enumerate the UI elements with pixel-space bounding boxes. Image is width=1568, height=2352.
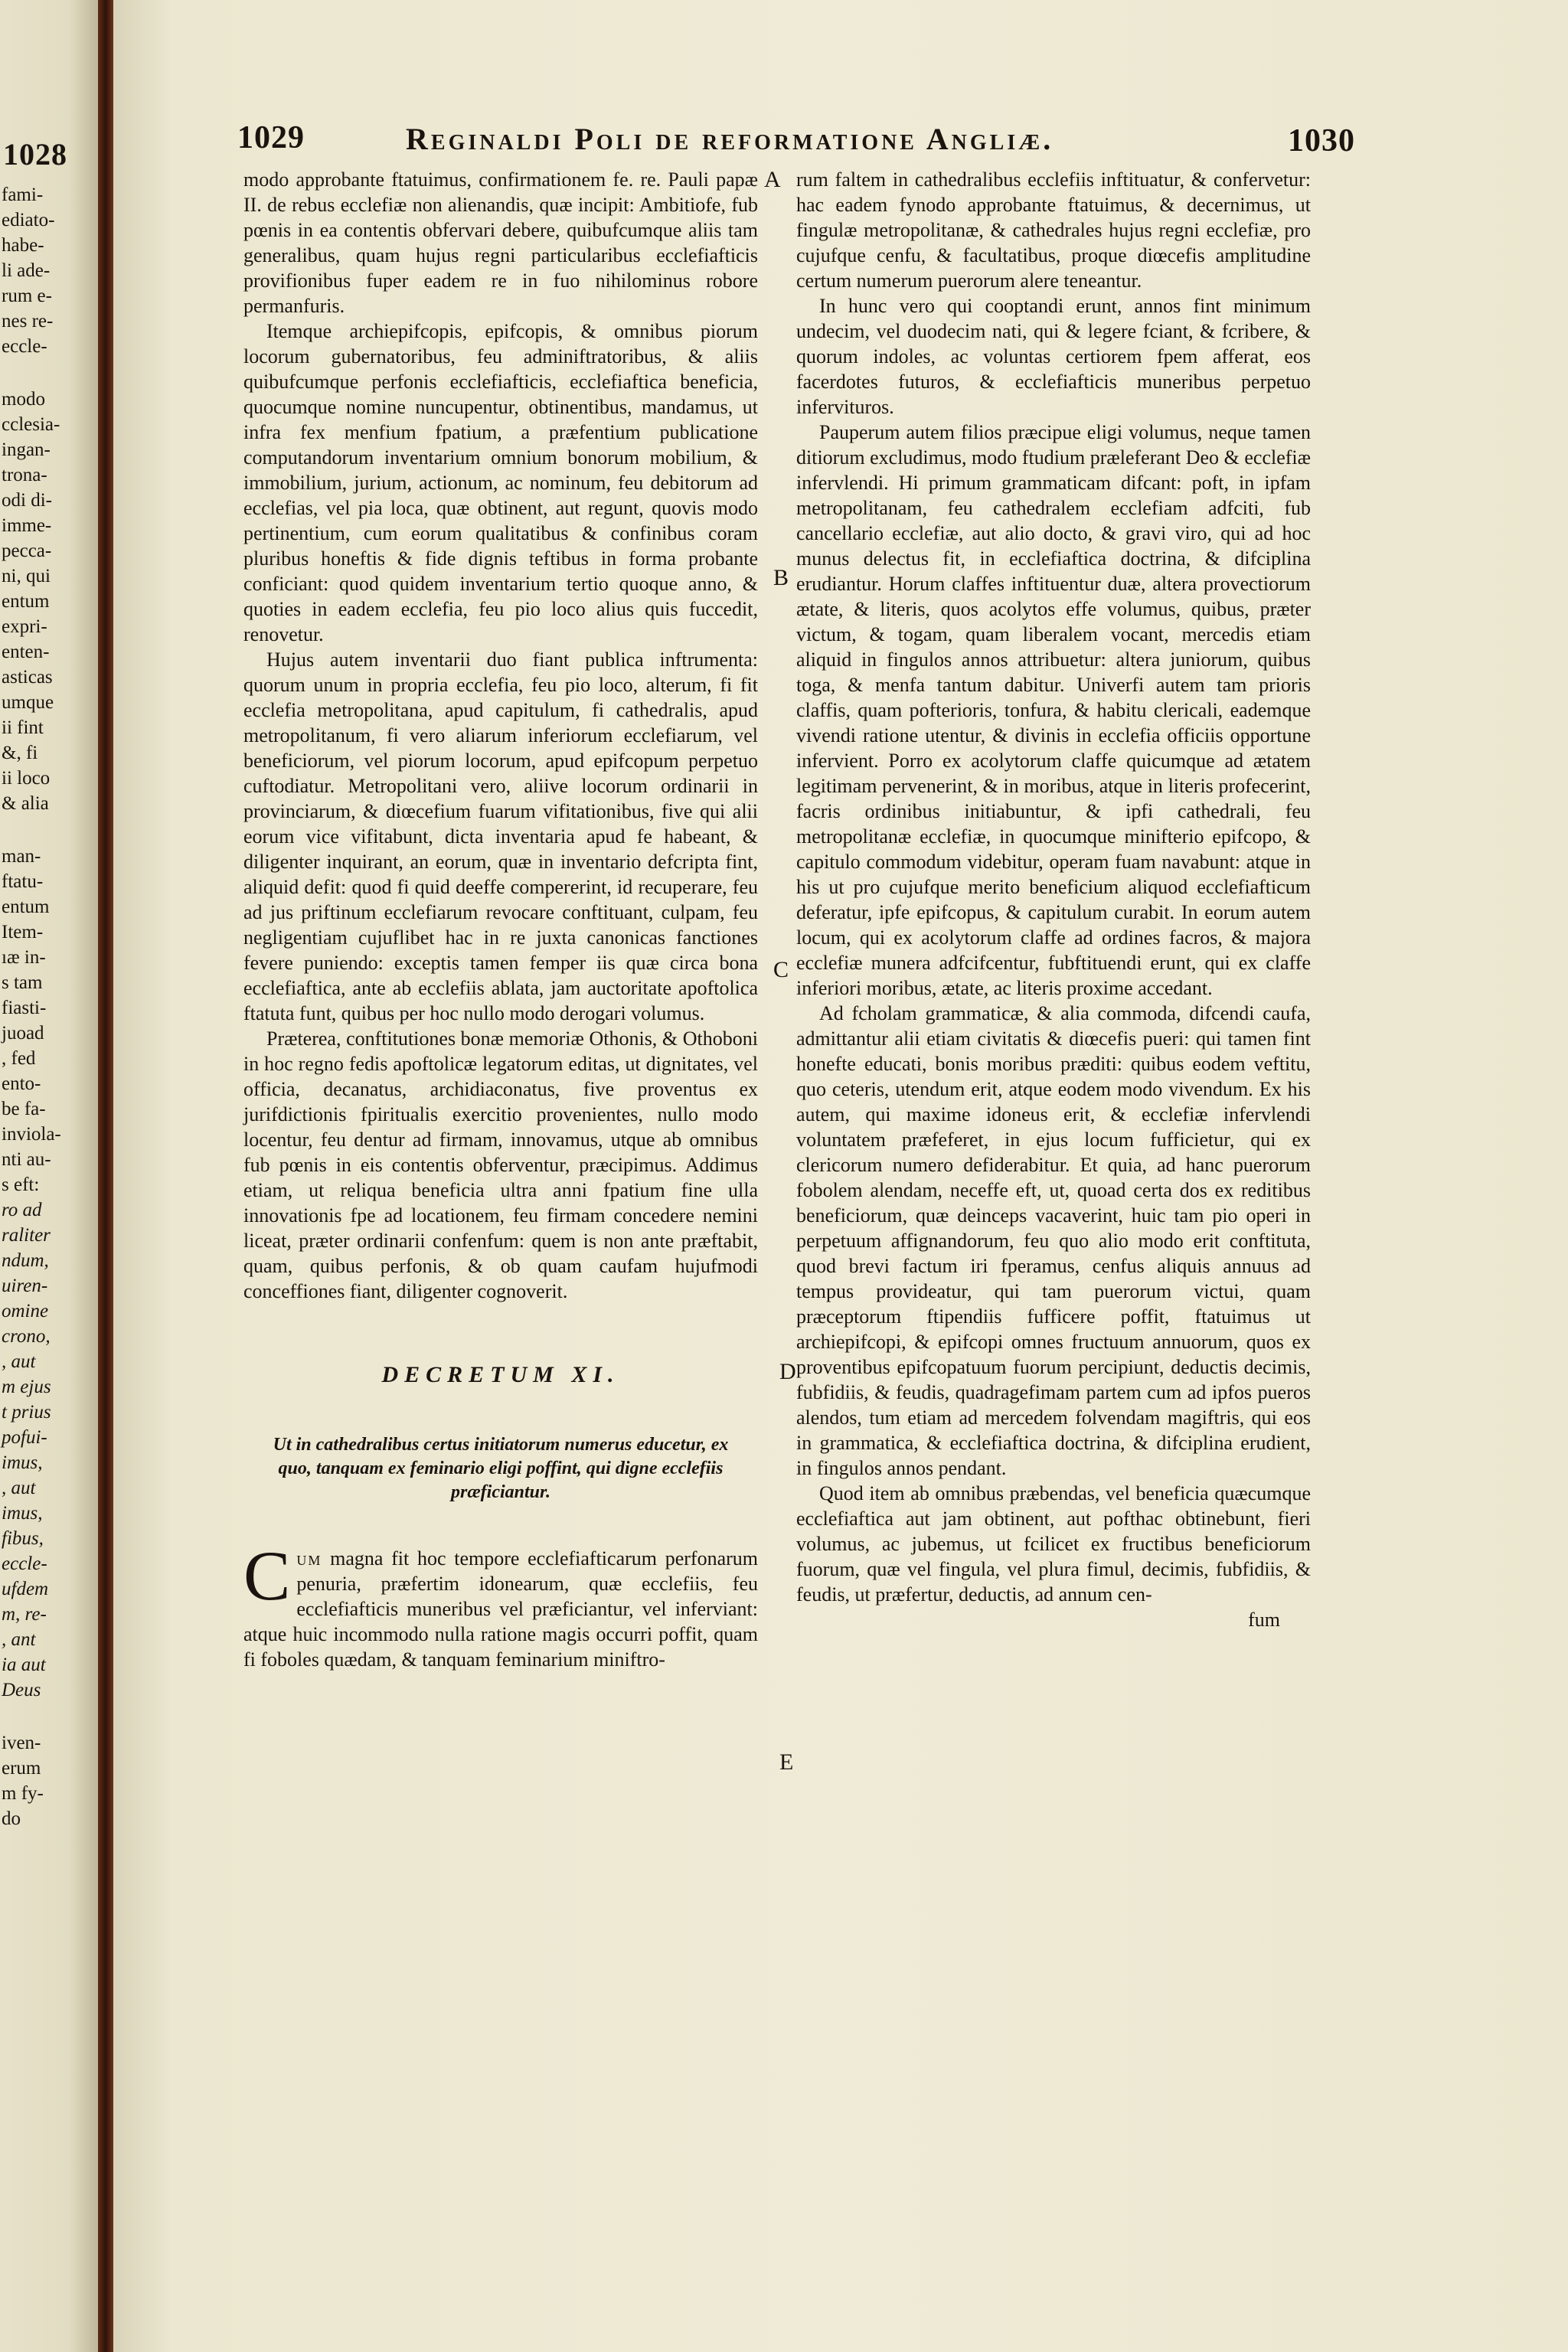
margin-fragment: m fy- (2, 1783, 44, 1804)
margin-fragment: imus, (2, 1503, 43, 1524)
margin-fragment: ediato- (2, 210, 55, 230)
margin-fragment: , ant (2, 1629, 36, 1650)
margin-fragment: pecca- (2, 541, 52, 561)
paragraph: Hujus autem inventarii duo fiant publica inftrumenta: quorum unum in propria ecclefia, feu pio loco, alterum, fi fit ecclefia metropolitana, apud capitulum, fi cathedralis, apud metropolitanum, fi vero aliarum inferiorum ecclefiarum, vel beneficiorum, vel piorum locorum, apud epifcopum perpetuo cuftodiatur. Metropolitani vero, aliive locorum ordinarii in provinciarum, & diœcefium fuarum vifitationibus, five qui alii eorum vice vifitabunt, dicta inventaria apud fe habeant, & diligenter inquirant, an eorum, quæ in inventario defcripta fint, aliquid defit: quod fi quid deeffe compererint, id recuperare, feu ad jus priftinum ecclefiarum revocare conftituant, culpam, feu negligentiam cujuflibet hac in re juxta canonicas fanctiones fevere puniendo: exceptis tamen femper iis quæ circa bona ecclefiaftica, ante ab ecclefiis ablata, jam auctoritate apoftolica ftatuta funt, quibus per hoc nullo modo derogari volumus. (243, 648, 758, 1024)
margin-fragment: omine (2, 1301, 49, 1321)
margin-fragment: ufdem (2, 1579, 49, 1599)
margin-fragment: pofui- (2, 1427, 47, 1448)
opening-smallcaps: um (296, 1547, 322, 1570)
margin-fragment: umque (2, 692, 54, 713)
catchword: fum (1248, 1609, 1280, 1631)
margin-fragment: ingan- (2, 439, 51, 460)
running-head (237, 113, 1355, 159)
page-number-left: 1029 (237, 120, 305, 155)
page-number-right: 1030 (1288, 123, 1355, 158)
decretum-rubric: Ut in cathedralibus certus initiatorum numerus educetur, ex quo, tanquam ex feminario eligi poffint, qui digne ecclefiis præficiantur. (273, 1435, 729, 1502)
margin-fragment: ndum, (2, 1250, 49, 1271)
margin-fragment: ento- (2, 1073, 41, 1094)
margin-fragment: ii loco (2, 768, 51, 789)
margin-fragment: expri- (2, 616, 47, 637)
margin-fragment: fami- (2, 185, 44, 205)
margin-fragment: m, re- (2, 1604, 47, 1625)
margin-fragment: habe- (2, 235, 44, 256)
paragraph: In hunc vero qui cooptandi erunt, annos fint minimum undecim, vel duodecim nati, qui & legere fciant, & fcribere, & quorum indoles, ac voluntas certiorem fpem afferat, eos facerdotes futuros, & ecclefiafticis muneribus perpetuo infervituros. (796, 295, 1311, 418)
margin-fragment: imus, (2, 1452, 43, 1473)
margin-fragment: s eft: (2, 1174, 40, 1195)
margin-fragment: t prius (2, 1402, 51, 1423)
margin-fragment: Item- (2, 922, 44, 942)
paragraph: Itemque archiepifcopis, epifcopis, & omnibus piorum locorum gubernatoribus, feu adminiftratoribus, & aliis quibufcumque perfonis ecclefiafticis, ecclefiaftica beneficia, quocumque nomine nuncupentur, obtinentibus, mandamus, ut infra fex menfium fpatium, a præfentium publicatione computandorum inventarium omnium bonorum mobilium, & immobilium, jurium, actionum, ac nominum, feu debitorum ad ecclefias, vel pia loca, quæ obtinent, aut regunt, quovis modo pertinentium, cum eorum qualitatibus & confinibus coram pluribus honeftis & fide dignis teftibus in forma probante conficiant: quod quidem inventarium tertio quoque anno, & quoties in eadem ecclefia, feu pio loco alius quis fuccedit, renovetur. (243, 320, 758, 645)
margin-fragment: ftatu- (2, 871, 44, 892)
margin-fragment: enten- (2, 642, 50, 662)
margin-fragment: li ade- (2, 260, 51, 281)
margin-fragment: be fa- (2, 1099, 46, 1119)
paragraph: Præterea, conftitutiones bonæ memoriæ Othonis, & Othoboni in hoc regno fedis apoftolicæ legatorum editas, ut dignitates, vel officia, decanatus, archidiaconatus, five proventus ex jurifdictionis fpiritualis exercitio provenientes, nullo modo locentur, feu dentur ad firmam, innovamus, utque ab omnibus fub pœnis in eis contentis obferventur, præcipimus. Addimus etiam, ut reliqua beneficia ultra anni fpatium fine ulla innovationis fpe ad locationem, feu firmam concedere nemini liceat, præter ordinarii confenfum: quem is non ante præftabit, quam, quibus perfonis, & ob quam caufam hujufmodi conceffiones fiant, diligenter cognoverit. (243, 1027, 758, 1302)
paragraph: modo approbante ftatuimus, confirmationem fe. re. Pauli papæ II. de rebus ecclefiæ non alienandis, quæ incipit: Ambitiofe, fub pœnis in ea contentis obfervari debere, quibufcumque aliis tam generalibus, quam hujus regni particularibus ecclefiafticis provifionibus fuper eadem re in fuo nihilominus robore permanfuris. (243, 168, 758, 317)
margin-fragment: raliter (2, 1225, 51, 1246)
margin-fragment: &, fi (2, 743, 38, 763)
paragraph: Quod item ab omnibus præbendas, vel beneficia quæcumque ecclefiaftica aut jam obtinent, aut pofthac obtinebunt, fieri volumus, ac jubemus, ut fcilicet ex fructibus beneficiorum fuorum, quæ vel fingula, vel plura fimul, decimis, fubfidiis, & feudis, ut præfertur, deductis, ad annum cen- (796, 1482, 1311, 1606)
decretum-heading: DECRETUM XI. (381, 1362, 620, 1387)
margin-fragment: cclesia- (2, 414, 60, 435)
margin-fragment: ni, qui (2, 566, 51, 586)
paragraph: Pauperum autem filios præcipue eligi volumus, neque tamen ditiorum excludimus, modo ftudium præleferant Deo & ecclefiæ infervlendi. Hi primum grammaticam difcant: poft, in ipfam metropolitanam, feu cathedralem ecclefiam adfciti, fub cancellario ecclefiæ, aut alio docto, & gravi viro, qui ad hoc munus delectus fit, in ecclefiaftica doctrina, & difciplina erudiantur. Horum claffes inftituentur duæ, altera provectiorum ætate, & literis, quos acolytos effe volumus, quibus, præter victum, & togam, quam liberalem vocant, mercedis etiam aliquid in fingulos annos attribuetur: altera juniorum, quibus toga, & menfa tantum dabitur. Univerfi autem tam prioris claffis, quam pofterioris, tonfura, & habitu clericali, eademque vivendi ratione utentur, & divinis in ecclefia officiis opportune infervient. Porro ex acolytorum claffe quicumque ad ætatem legitimam pervenerint, & in moribus, atque in literis profecerint, facris ordinibus initiabuntur, & ipfi cathedrali, feu metropolitanæ ecclefiæ, in quocumque minifterio epifcopo, & capitulo commodum videbitur, operam fuam navabunt: atque in his ut pro cujufque merito beneficium aliquod ecclefiafticum deferatur, ipfe epifcopus, & capitulum curabit. In eorum autem locum, qui ex acolytorum claffe ad ordines facros, & majora ecclefiæ munera adfcifcentur, fubftituendi erunt, qui ex claffe inferiori moribus, ætate, ac literis proxime accedant. (796, 421, 1311, 999)
left-page-edge (0, 0, 98, 2352)
margin-fragment: do (2, 1808, 21, 1829)
paragraph: Ad fcholam grammaticæ, & alia commoda, difcendi caufa, admittantur alii etiam civitatis & diœcefis pueri: qui tamen fint honefte educati, bonis moribus præditi: quibus eodem veftitu, quo ceteris, utendum erit, atque eodem modo vivendum. Ex his autem, qui maxime idoneus erit, & ecclefiæ infervlendi voluntatem præfeferet, in ejus locum fufficietur, qui ex clericorum numero defiderabitur. Et quia, ad hanc puerorum fobolem alendam, neceffe eft, ut, quoad certa dos ex reditibus beneficiorum, quæ deinceps vacaverint, huic tam pio operi in perpetuum affignandorum, feu quo alio modo erit conftituta, quod brevi factum iri fperamus, cenfus aliquis annuus ad tempus provideatur, qui tam puerorum victui, quam præceptorum ftipendiis fufficere poffit, ftatuimus ut archiepifcopi, & epifcopi omnes fructuum annuorum, quos ex proventibus epifcopatuum fuorum percipiunt, deductis decimis, fubfidiis, & feudis, quadragefimam partem cum ad ipfos pueros alendos, tum etiam ad mercedem folvendam magiftris, qui eos in grammatica, & ecclefiaftica doctrina, & difciplina erudient, in fingulos annos pendant. (796, 1002, 1311, 1479)
margin-fragment: crono, (2, 1326, 51, 1347)
margin-fragment: & alia (2, 793, 49, 814)
left-text-column (243, 167, 758, 1672)
margin-fragment: odi di- (2, 490, 52, 511)
margin-fragment: modo (2, 389, 45, 410)
section-marker-b: B (773, 565, 789, 590)
paragraph: rum faltem in cathedralibus ecclefiis inftituatur, & confervetur: hac eadem fynodo approbante ftatuimus, & decernimus, ut fingulæ metropolitanæ, & cathedrales hujus regni ecclefiæ, pro cujufque cenfu, & facultatibus, proque diœcefis amplitudine certum numerum puerorum alere teneantur. (796, 168, 1311, 292)
margin-fragment: nes re- (2, 311, 54, 332)
margin-fragment: inviola- (2, 1124, 61, 1145)
decretum-opening-paragraph (243, 1537, 758, 1672)
right-text-column (796, 167, 1311, 1632)
margin-fragment: erum (2, 1758, 41, 1779)
margin-fragment: m ejus (2, 1377, 51, 1397)
margin-fragment: , aut (2, 1351, 36, 1372)
left-page-number: 1028 (3, 137, 67, 172)
section-marker-c: C (773, 957, 789, 982)
book-gutter (98, 0, 113, 2352)
margin-fragment: , fed (2, 1048, 36, 1069)
drop-cap: C (243, 1537, 291, 1615)
margin-fragment: ıæ in- (2, 947, 46, 968)
section-marker-a: A (764, 167, 781, 192)
margin-fragment: juoad (2, 1023, 44, 1044)
opening-text: magna fit hoc tempore ecclefiafticarum perfonarum penuria, præfertim idonearum, quæ ecclefiis, feu ecclefiafticis muneribus vel præficiantur, vel inferviant: atque huic incommodo nulla ratione magis occurri poffit, quam fi foboles quædam, & tanquam feminarium miniftro- (243, 1547, 758, 1671)
section-marker-e: E (779, 1749, 794, 1775)
margin-fragment: entum (2, 591, 50, 612)
running-title: Reginaldi Poli de reformatione Angliæ. (406, 122, 1054, 156)
margin-fragment: rum e- (2, 286, 52, 306)
margin-fragment: ia aut (2, 1655, 46, 1675)
margin-fragment: fiasti- (2, 998, 47, 1018)
margin-fragment: asticas (2, 667, 53, 688)
margin-fragment: man- (2, 846, 41, 867)
margin-fragment: imme- (2, 515, 52, 536)
margin-fragment: , aut (2, 1478, 36, 1498)
margin-fragment: Deus (2, 1680, 41, 1700)
margin-fragment: entum (2, 897, 50, 917)
section-marker-d: D (779, 1359, 796, 1384)
margin-fragment: uiren- (2, 1276, 48, 1296)
margin-fragment: eccle- (2, 1553, 47, 1574)
margin-fragment: trona- (2, 465, 47, 485)
margin-fragment: eccle- (2, 336, 47, 357)
margin-fragment: ro ad (2, 1200, 42, 1220)
margin-fragment: fibus, (2, 1528, 44, 1549)
margin-fragment: nti au- (2, 1149, 51, 1170)
margin-fragment: iven- (2, 1733, 41, 1753)
margin-fragment: s tam (2, 972, 43, 993)
margin-fragment: ii fint (2, 717, 44, 738)
